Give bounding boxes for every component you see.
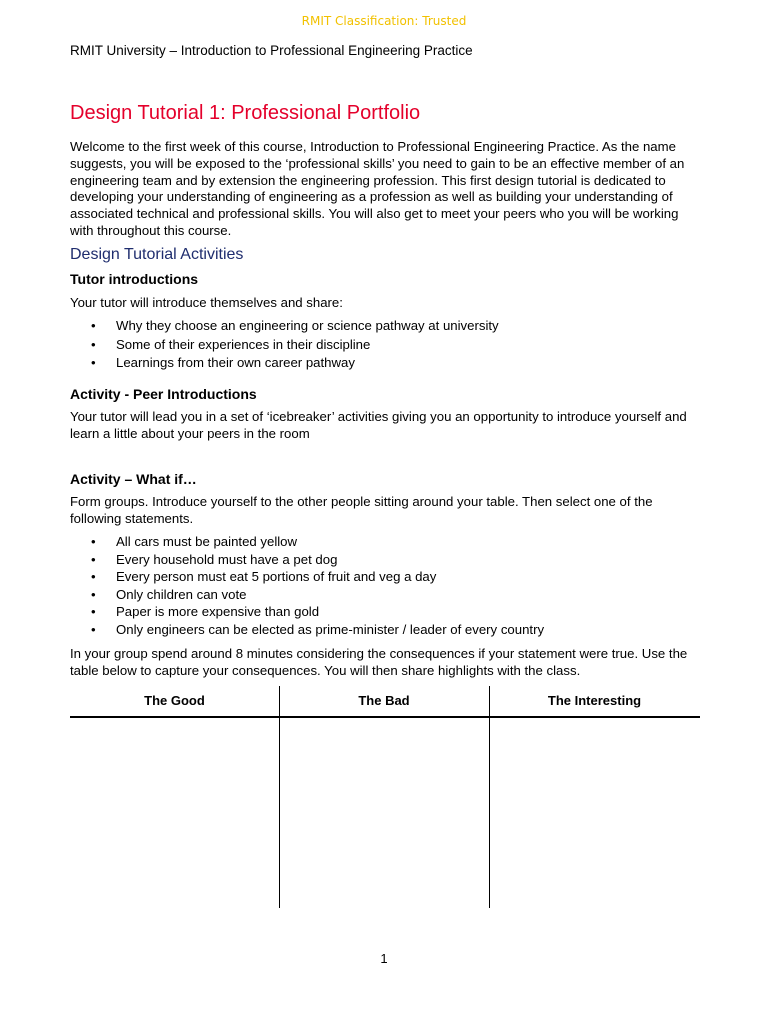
list-item: • Every household must have a pet dog	[70, 551, 544, 569]
what-if-statements-list	[70, 533, 544, 638]
column-header-good: The Good	[144, 693, 205, 708]
list-item: • Only engineers can be elected as prime-minister / leader of every country	[70, 621, 544, 639]
list-item: • Learnings from their own career pathway	[70, 354, 499, 373]
what-if-heading: Activity – What if…	[70, 471, 197, 487]
column-divider	[279, 686, 280, 908]
intro-paragraph: Welcome to the first week of this course, Introduction to Professional Engineering Practice. As the name suggests, you will be exposed to the ‘professional skills’ you need to gain to be an effective member of an engineering team and by extension the engineering profession. This first design tutorial is dedicated to developing your understanding of engineering as a profession as well as building your understanding of associated technical and professional skills. You will also get to meet your peers who you will be working with throughout this course.	[70, 139, 685, 238]
activities-heading: Design Tutorial Activities	[70, 246, 244, 263]
page-number: 1	[380, 951, 388, 966]
table-header-rule	[70, 716, 700, 718]
column-divider	[489, 686, 490, 908]
column-header-interesting: The Interesting	[547, 693, 642, 708]
tutor-intro-heading: Tutor introductions	[70, 271, 199, 287]
peer-intro-heading: Activity - Peer Introductions	[70, 386, 257, 402]
document-title: Design Tutorial 1: Professional Portfolio	[70, 102, 421, 124]
list-item: • All cars must be painted yellow	[70, 533, 544, 551]
what-if-instructions: In your group spend around 8 minutes considering the consequences if your statement were true. Use the table below to capture your consequences. You will then share highlights with the class.	[70, 646, 688, 678]
list-item: • Paper is more expensive than gold	[70, 603, 544, 621]
classification-label: RMIT Classification: Trusted	[301, 14, 467, 28]
list-item: • Only children can vote	[70, 586, 544, 604]
list-item: • Why they choose an engineering or science pathway at university	[70, 317, 499, 336]
peer-intro-text: Your tutor will lead you in a set of ‘icebreaker’ activities giving you an opportunity to introduce yourself and learn a little about your peers in the room	[70, 409, 687, 441]
list-item: • Every person must eat 5 portions of fruit and veg a day	[70, 568, 544, 586]
document-header: RMIT University – Introduction to Professional Engineering Practice	[70, 43, 473, 58]
what-if-lead: Form groups. Introduce yourself to the other people sitting around your table. Then select one of the following statements.	[70, 494, 653, 526]
tutor-intro-list	[70, 317, 499, 373]
column-header-bad: The Bad	[358, 693, 410, 708]
list-item: • Some of their experiences in their discipline	[70, 336, 499, 355]
tutor-intro-lead: Your tutor will introduce themselves and share:	[70, 295, 343, 310]
consequences-table	[70, 686, 700, 908]
